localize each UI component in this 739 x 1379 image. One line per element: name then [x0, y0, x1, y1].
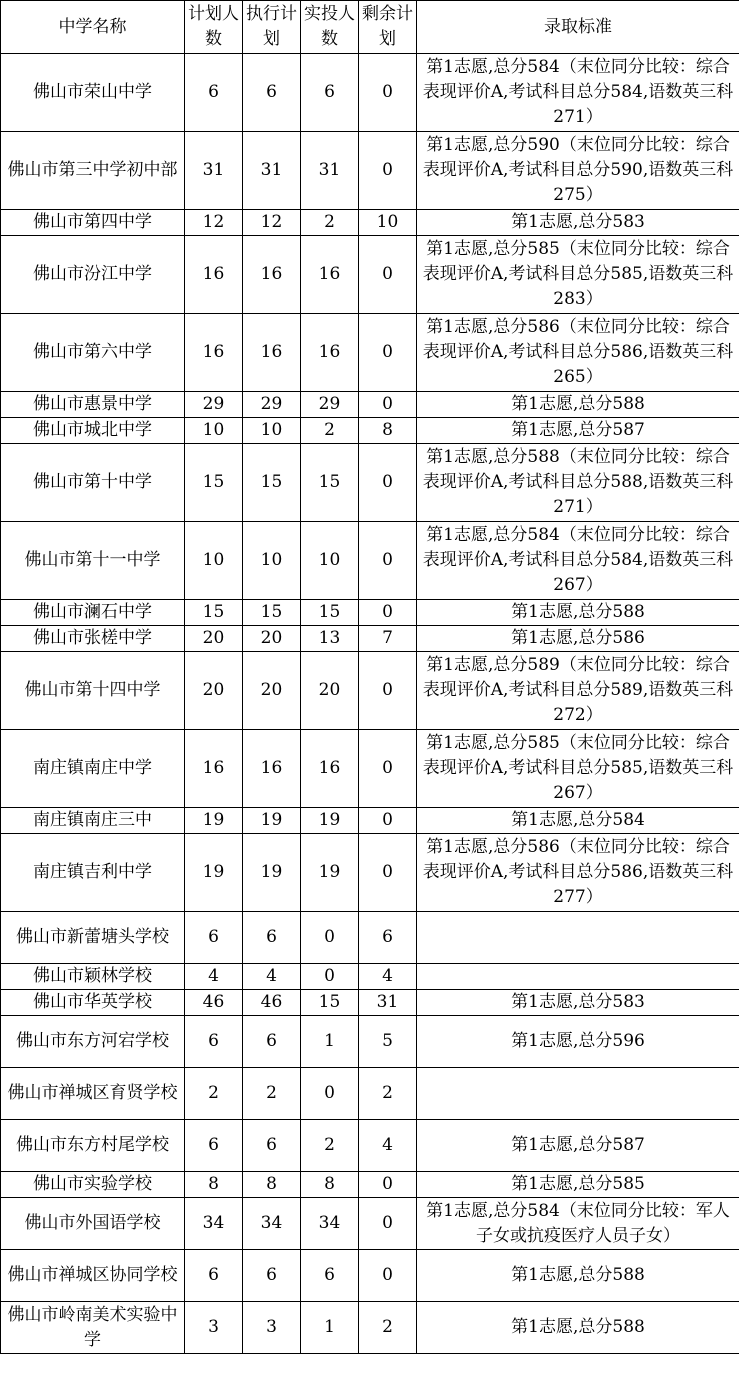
school-name-cell: 佛山市第六中学 [1, 314, 185, 392]
admission-criteria-cell: 第1志愿,总分590（末位同分比较：综合表现评价A,考试科目总分590,语数英三科275） [417, 132, 739, 210]
executed-plan-cell: 46 [243, 990, 301, 1016]
header-admission-criteria: 录取标准 [417, 1, 739, 54]
executed-plan-cell: 3 [243, 1302, 301, 1354]
executed-plan-cell: 4 [243, 964, 301, 990]
plan-count-cell: 12 [185, 210, 243, 236]
actual-count-cell: 13 [301, 626, 359, 652]
school-name-cell: 南庄镇南庄三中 [1, 808, 185, 834]
actual-count-cell: 10 [301, 522, 359, 600]
admission-criteria-cell [417, 964, 739, 990]
executed-plan-cell: 2 [243, 1068, 301, 1120]
admission-criteria-cell: 第1志愿,总分583 [417, 990, 739, 1016]
executed-plan-cell: 34 [243, 1198, 301, 1250]
school-name-cell: 佛山市外国语学校 [1, 1198, 185, 1250]
executed-plan-cell: 12 [243, 210, 301, 236]
actual-count-cell: 16 [301, 236, 359, 314]
admission-criteria-cell: 第1志愿,总分588 [417, 1250, 739, 1302]
header-executed-plan: 执行计划 [243, 1, 301, 54]
table-row [1, 418, 739, 444]
admission-criteria-cell: 第1志愿,总分586 [417, 626, 739, 652]
remaining-plan-cell: 0 [359, 1172, 417, 1198]
executed-plan-cell: 16 [243, 236, 301, 314]
remaining-plan-cell: 0 [359, 54, 417, 132]
remaining-plan-cell: 0 [359, 1198, 417, 1250]
actual-count-cell: 2 [301, 1120, 359, 1172]
remaining-plan-cell: 0 [359, 834, 417, 912]
school-name-cell: 佛山市惠景中学 [1, 392, 185, 418]
actual-count-cell: 15 [301, 600, 359, 626]
admission-criteria-cell: 第1志愿,总分596 [417, 1016, 739, 1068]
school-name-cell: 佛山市新蕾塘头学校 [1, 912, 185, 964]
table-row [1, 444, 739, 522]
remaining-plan-cell: 0 [359, 314, 417, 392]
table-row [1, 912, 739, 964]
header-remaining-plan: 剩余计划 [359, 1, 417, 54]
actual-count-cell: 15 [301, 444, 359, 522]
table-row [1, 626, 739, 652]
table-row [1, 1172, 739, 1198]
executed-plan-cell: 31 [243, 132, 301, 210]
actual-count-cell: 2 [301, 418, 359, 444]
plan-count-cell: 19 [185, 834, 243, 912]
remaining-plan-cell: 0 [359, 600, 417, 626]
plan-count-cell: 16 [185, 314, 243, 392]
actual-count-cell: 15 [301, 990, 359, 1016]
admission-criteria-cell: 第1志愿,总分585（末位同分比较：综合表现评价A,考试科目总分585,语数英三科283） [417, 236, 739, 314]
school-name-cell: 佛山市汾江中学 [1, 236, 185, 314]
admission-criteria-cell [417, 912, 739, 964]
school-name-cell: 南庄镇吉利中学 [1, 834, 185, 912]
admission-criteria-cell: 第1志愿,总分587 [417, 1120, 739, 1172]
table-row [1, 1198, 739, 1250]
plan-count-cell: 34 [185, 1198, 243, 1250]
actual-count-cell: 8 [301, 1172, 359, 1198]
school-name-cell: 佛山市第十一中学 [1, 522, 185, 600]
remaining-plan-cell: 7 [359, 626, 417, 652]
table-row [1, 834, 739, 912]
executed-plan-cell: 16 [243, 314, 301, 392]
actual-count-cell: 20 [301, 652, 359, 730]
actual-count-cell: 29 [301, 392, 359, 418]
table-row [1, 236, 739, 314]
executed-plan-cell: 20 [243, 626, 301, 652]
table-row [1, 730, 739, 808]
actual-count-cell: 19 [301, 808, 359, 834]
actual-count-cell: 6 [301, 1250, 359, 1302]
table-row [1, 990, 739, 1016]
remaining-plan-cell: 0 [359, 652, 417, 730]
admission-criteria-cell: 第1志愿,总分586（末位同分比较：综合表现评价A,考试科目总分586,语数英三科277） [417, 834, 739, 912]
remaining-plan-cell: 2 [359, 1068, 417, 1120]
executed-plan-cell: 8 [243, 1172, 301, 1198]
plan-count-cell: 10 [185, 418, 243, 444]
school-name-cell: 佛山市华英学校 [1, 990, 185, 1016]
actual-count-cell: 34 [301, 1198, 359, 1250]
school-name-cell: 佛山市禅城区协同学校 [1, 1250, 185, 1302]
plan-count-cell: 6 [185, 1250, 243, 1302]
remaining-plan-cell: 0 [359, 730, 417, 808]
plan-count-cell: 15 [185, 444, 243, 522]
admission-criteria-cell: 第1志愿,总分583 [417, 210, 739, 236]
remaining-plan-cell: 4 [359, 964, 417, 990]
remaining-plan-cell: 6 [359, 912, 417, 964]
school-name-cell: 佛山市城北中学 [1, 418, 185, 444]
plan-count-cell: 6 [185, 1016, 243, 1068]
actual-count-cell: 1 [301, 1302, 359, 1354]
admission-criteria-cell: 第1志愿,总分589（末位同分比较：综合表现评价A,考试科目总分589,语数英三科272） [417, 652, 739, 730]
admission-criteria-cell [417, 1068, 739, 1120]
plan-count-cell: 8 [185, 1172, 243, 1198]
actual-count-cell: 0 [301, 964, 359, 990]
executed-plan-cell: 6 [243, 1016, 301, 1068]
plan-count-cell: 31 [185, 132, 243, 210]
plan-count-cell: 4 [185, 964, 243, 990]
table-row [1, 1068, 739, 1120]
table-row [1, 808, 739, 834]
admission-criteria-cell: 第1志愿,总分587 [417, 418, 739, 444]
plan-count-cell: 10 [185, 522, 243, 600]
executed-plan-cell: 10 [243, 418, 301, 444]
school-name-cell: 佛山市颖林学校 [1, 964, 185, 990]
plan-count-cell: 19 [185, 808, 243, 834]
table-row [1, 964, 739, 990]
actual-count-cell: 2 [301, 210, 359, 236]
executed-plan-cell: 20 [243, 652, 301, 730]
remaining-plan-cell: 8 [359, 418, 417, 444]
school-name-cell: 佛山市张槎中学 [1, 626, 185, 652]
executed-plan-cell: 29 [243, 392, 301, 418]
school-name-cell: 佛山市禅城区育贤学校 [1, 1068, 185, 1120]
table-row [1, 1016, 739, 1068]
executed-plan-cell: 10 [243, 522, 301, 600]
executed-plan-cell: 19 [243, 808, 301, 834]
plan-count-cell: 20 [185, 652, 243, 730]
actual-count-cell: 0 [301, 912, 359, 964]
remaining-plan-cell: 4 [359, 1120, 417, 1172]
school-name-cell: 佛山市第四中学 [1, 210, 185, 236]
actual-count-cell: 16 [301, 314, 359, 392]
plan-count-cell: 15 [185, 600, 243, 626]
actual-count-cell: 31 [301, 132, 359, 210]
remaining-plan-cell: 0 [359, 444, 417, 522]
table-row [1, 1120, 739, 1172]
executed-plan-cell: 16 [243, 730, 301, 808]
school-name-cell: 佛山市第十四中学 [1, 652, 185, 730]
executed-plan-cell: 6 [243, 1250, 301, 1302]
actual-count-cell: 6 [301, 54, 359, 132]
table-row [1, 600, 739, 626]
table-row [1, 54, 739, 132]
admission-criteria-cell: 第1志愿,总分588 [417, 1302, 739, 1354]
school-name-cell: 佛山市实验学校 [1, 1172, 185, 1198]
remaining-plan-cell: 10 [359, 210, 417, 236]
executed-plan-cell: 19 [243, 834, 301, 912]
school-name-cell: 佛山市荣山中学 [1, 54, 185, 132]
plan-count-cell: 6 [185, 54, 243, 132]
plan-count-cell: 29 [185, 392, 243, 418]
plan-count-cell: 16 [185, 730, 243, 808]
plan-count-cell: 3 [185, 1302, 243, 1354]
table-row [1, 652, 739, 730]
remaining-plan-cell: 0 [359, 1250, 417, 1302]
school-name-cell: 南庄镇南庄中学 [1, 730, 185, 808]
admission-criteria-cell: 第1志愿,总分584（末位同分比较：综合表现评价A,考试科目总分584,语数英三科271） [417, 54, 739, 132]
actual-count-cell: 16 [301, 730, 359, 808]
table-row [1, 1302, 739, 1354]
remaining-plan-cell: 5 [359, 1016, 417, 1068]
remaining-plan-cell: 0 [359, 392, 417, 418]
executed-plan-cell: 6 [243, 54, 301, 132]
header-school-name: 中学名称 [1, 1, 185, 54]
plan-count-cell: 6 [185, 1120, 243, 1172]
school-name-cell: 佛山市东方村尾学校 [1, 1120, 185, 1172]
actual-count-cell: 1 [301, 1016, 359, 1068]
remaining-plan-cell: 2 [359, 1302, 417, 1354]
remaining-plan-cell: 31 [359, 990, 417, 1016]
header-row [1, 1, 739, 54]
admission-criteria-cell: 第1志愿,总分588 [417, 392, 739, 418]
remaining-plan-cell: 0 [359, 236, 417, 314]
school-name-cell: 佛山市第十中学 [1, 444, 185, 522]
actual-count-cell: 0 [301, 1068, 359, 1120]
plan-count-cell: 16 [185, 236, 243, 314]
school-name-cell: 佛山市澜石中学 [1, 600, 185, 626]
table-body [1, 54, 739, 1354]
plan-count-cell: 20 [185, 626, 243, 652]
table-row [1, 1250, 739, 1302]
executed-plan-cell: 15 [243, 444, 301, 522]
school-name-cell: 佛山市东方河宕学校 [1, 1016, 185, 1068]
school-name-cell: 佛山市岭南美术实验中学 [1, 1302, 185, 1354]
remaining-plan-cell: 0 [359, 132, 417, 210]
plan-count-cell: 6 [185, 912, 243, 964]
remaining-plan-cell: 0 [359, 522, 417, 600]
admission-criteria-cell: 第1志愿,总分588（末位同分比较：综合表现评价A,考试科目总分588,语数英三科271） [417, 444, 739, 522]
admission-criteria-cell: 第1志愿,总分584（末位同分比较：军人子女或抗疫医疗人员子女） [417, 1198, 739, 1250]
table-row [1, 132, 739, 210]
actual-count-cell: 19 [301, 834, 359, 912]
plan-count-cell: 2 [185, 1068, 243, 1120]
executed-plan-cell: 6 [243, 1120, 301, 1172]
plan-count-cell: 46 [185, 990, 243, 1016]
admission-criteria-cell: 第1志愿,总分586（末位同分比较：综合表现评价A,考试科目总分586,语数英三科265） [417, 314, 739, 392]
table-row [1, 522, 739, 600]
header-actual-count: 实投人数 [301, 1, 359, 54]
executed-plan-cell: 6 [243, 912, 301, 964]
table-row [1, 314, 739, 392]
executed-plan-cell: 15 [243, 600, 301, 626]
school-name-cell: 佛山市第三中学初中部 [1, 132, 185, 210]
table-row [1, 210, 739, 236]
table-row [1, 392, 739, 418]
remaining-plan-cell: 0 [359, 808, 417, 834]
admission-criteria-cell: 第1志愿,总分588 [417, 600, 739, 626]
admission-criteria-cell: 第1志愿,总分584 [417, 808, 739, 834]
admission-criteria-cell: 第1志愿,总分584（末位同分比较：综合表现评价A,考试科目总分584,语数英三科267） [417, 522, 739, 600]
header-plan-count: 计划人数 [185, 1, 243, 54]
admission-criteria-cell: 第1志愿,总分585（末位同分比较：综合表现评价A,考试科目总分585,语数英三科267） [417, 730, 739, 808]
admission-criteria-cell: 第1志愿,总分585 [417, 1172, 739, 1198]
